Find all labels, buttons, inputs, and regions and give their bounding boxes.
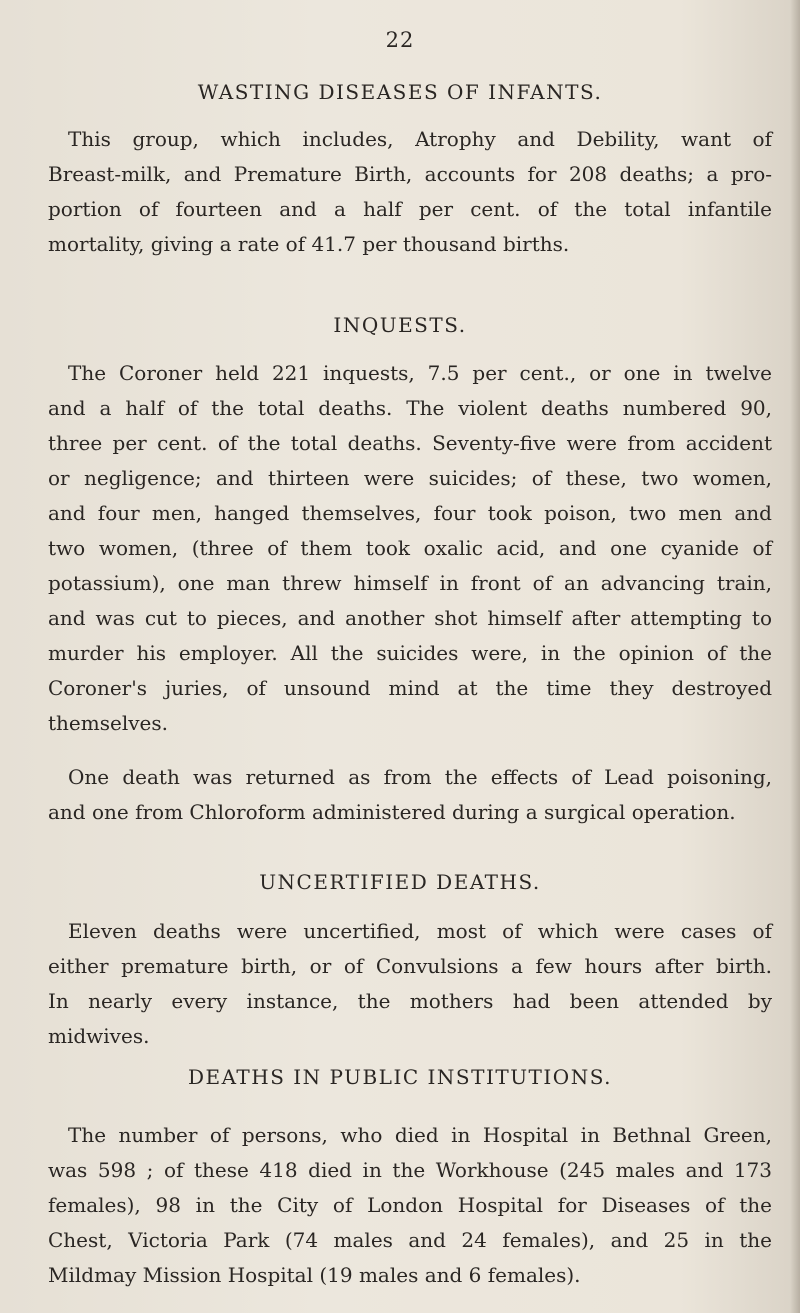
section-heading-inquests: INQUESTS. <box>333 313 467 337</box>
text-line: two women, (three of them took oxalic acid, and one cyanide of <box>48 536 772 560</box>
text-line: This group, which includes, Atrophy and Debility, want of <box>68 127 772 151</box>
text-line: murder his employer. All the suicides were, in the opinion of the <box>48 641 772 665</box>
text-line: The number of persons, who died in Hospital in Bethnal Green, <box>68 1123 772 1147</box>
text-line: One death was returned as from the effects of Lead poisoning, <box>68 765 772 789</box>
text-line: three per cent. of the total deaths. Seventy-five were from accident <box>48 431 772 455</box>
text-line: Chest, Victoria Park (74 males and 24 females), and 25 in the <box>48 1228 772 1252</box>
text-line: and was cut to pieces, and another shot himself after attempting to <box>48 606 772 630</box>
paragraph-inquests <box>48 356 772 741</box>
text-line: potassium), one man threw himself in front of an advancing train, <box>48 571 772 595</box>
section-heading-wasting-diseases: WASTING DISEASES OF INFANTS. <box>197 80 603 104</box>
text-line: females), 98 in the City of London Hospital for Diseases of the <box>48 1193 772 1217</box>
text-line: themselves. <box>48 711 168 735</box>
text-line: portion of fourteen and a half per cent. of the total infantile <box>48 197 772 221</box>
text-line: and four men, hanged themselves, four took poison, two men and <box>48 501 772 525</box>
section-heading-uncertified-deaths: UNCERTIFIED DEATHS. <box>259 870 541 894</box>
text-line: Breast-milk, and Premature Birth, accounts for 208 deaths; a pro- <box>48 162 772 186</box>
text-line: midwives. <box>48 1024 150 1048</box>
text-line: mortality, giving a rate of 41.7 per thousand births. <box>48 232 570 256</box>
text-line: Eleven deaths were uncertified, most of which were cases of <box>68 919 772 943</box>
text-line: Coroner's juries, of unsound mind at the time they destroyed <box>48 676 772 700</box>
page-edge-shadow <box>790 0 800 1313</box>
text-line: was 598 ; of these 418 died in the Workhouse (245 males and 173 <box>48 1158 772 1182</box>
text-line: Mildmay Mission Hospital (19 males and 6 females). <box>48 1263 581 1287</box>
text-line: and a half of the total deaths. The violent deaths numbered 90, <box>48 396 772 420</box>
paragraph-public-institutions <box>48 1118 772 1293</box>
text-line: either premature birth, or of Convulsions a few hours after birth. <box>48 954 772 978</box>
page-number: 22 <box>385 28 415 52</box>
text-line: or negligence; and thirteen were suicides; of these, two women, <box>48 466 772 490</box>
text-line: and one from Chloroform administered during a surgical operation. <box>48 800 736 824</box>
text-line: The Coroner held 221 inquests, 7.5 per cent., or one in twelve <box>68 361 772 385</box>
text-line: In nearly every instance, the mothers had been attended by <box>48 989 772 1013</box>
paragraph-lead-poisoning <box>48 760 772 830</box>
section-heading-public-institutions: DEATHS IN PUBLIC INSTITUTIONS. <box>187 1065 613 1089</box>
paragraph-wasting-diseases <box>48 122 772 262</box>
paragraph-uncertified-deaths <box>48 914 772 1054</box>
